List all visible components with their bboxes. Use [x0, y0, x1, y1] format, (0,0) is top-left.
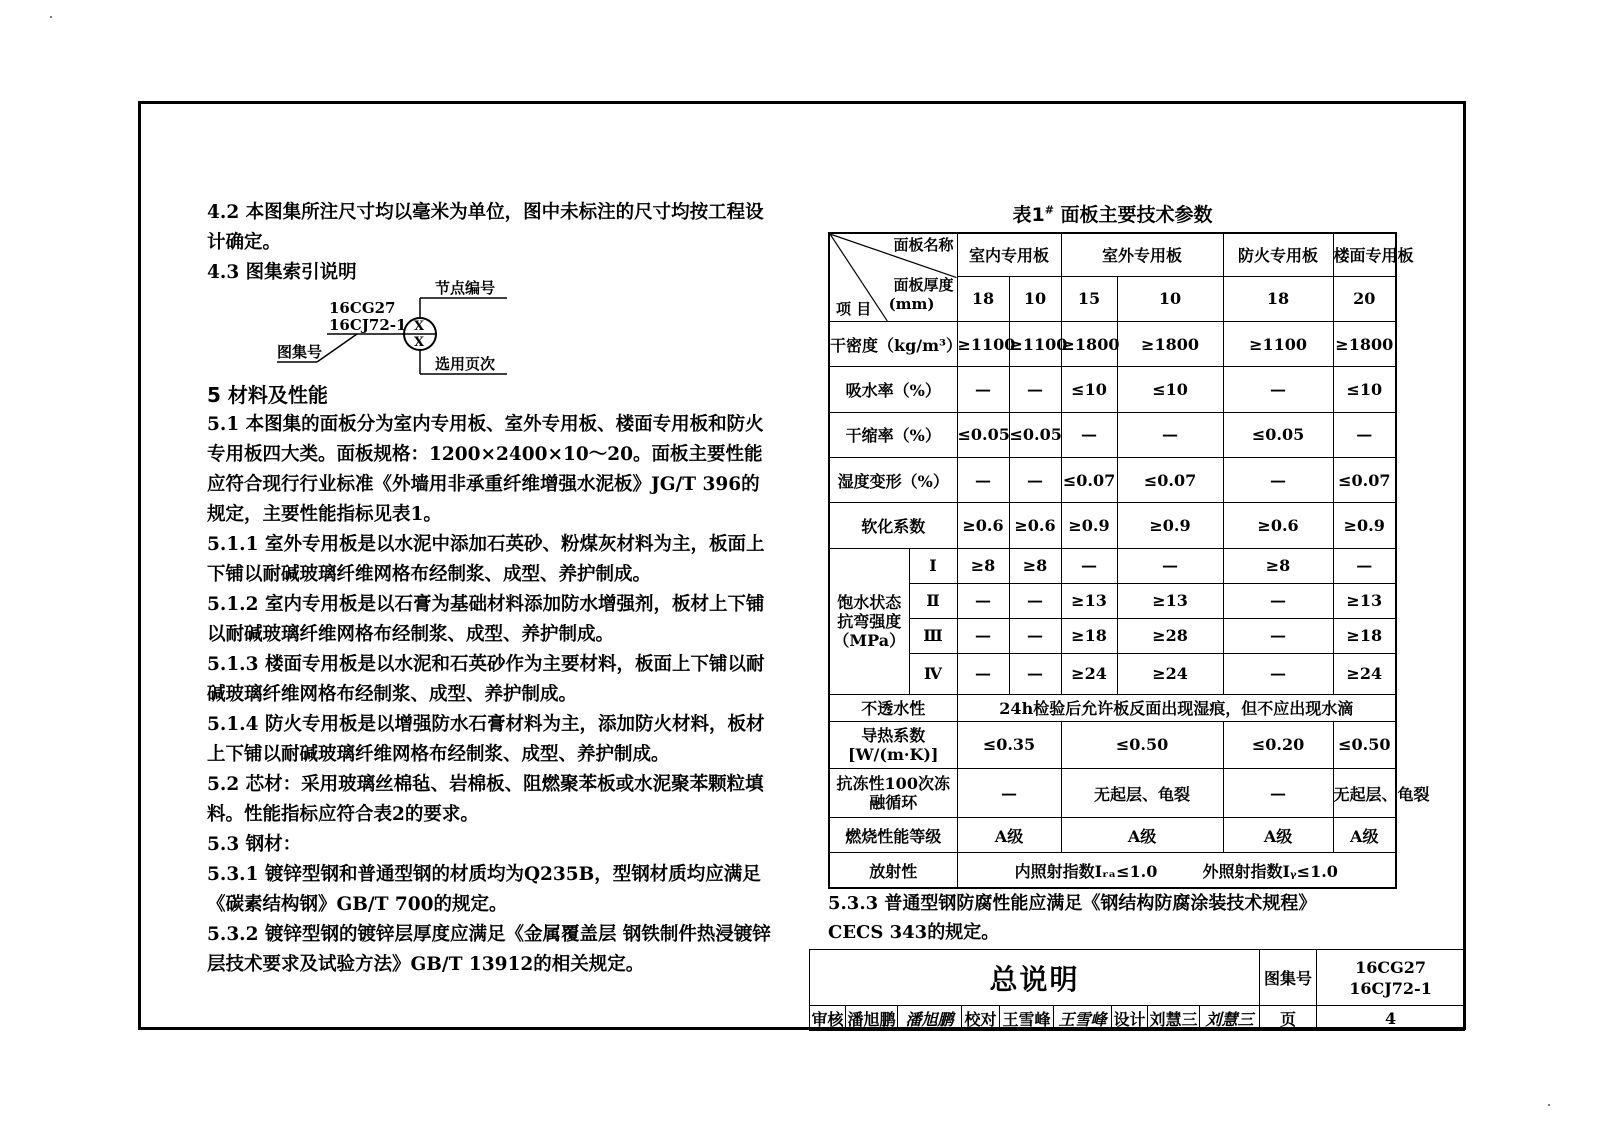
para-5-1-1: 5.1.1 室外专用板是以水泥中添加石英砂、粉煤灰材料为主，板面上下铺以耐碱玻璃纤维网格布经制浆、成型、养护制成。 [207, 534, 765, 585]
row-thermal-conductivity [829, 721, 1396, 768]
value-cell: — [1223, 768, 1333, 817]
index-diagram [207, 279, 777, 380]
header-diagonal-cell [829, 233, 957, 322]
thick-cell: 20 [1333, 276, 1396, 321]
checker-name: 王雪峰 [1000, 1006, 1054, 1031]
row-label: 抗冻性100次冻融循环 [829, 768, 957, 817]
col-floor: 楼面专用板 [1333, 233, 1396, 276]
value-cell: — [1061, 412, 1117, 457]
row-bend-i [829, 548, 1396, 583]
value-cell: 无起层、龟裂 [1333, 768, 1396, 817]
row-combustion [829, 818, 1396, 853]
value-cell: — [1009, 458, 1061, 503]
para-5-2: 5.2 芯材：采用玻璃丝棉毡、岩棉板、阻燃聚苯板或水泥聚苯颗粒填料。性能指标应符合表2的要求。 [207, 774, 764, 825]
value-cell: — [957, 583, 1009, 618]
atlas-no-label: 图集号 [1260, 950, 1317, 1006]
atlas-no-2: 16CJ72-1 [1349, 978, 1432, 998]
row-label: 导热系数[W/(m·K)] [829, 721, 957, 768]
value-cell: ≤0.50 [1061, 721, 1223, 768]
designer-signature: 刘慧三 [1200, 1006, 1260, 1031]
page-label: 页 [1260, 1006, 1317, 1031]
hdr-panel-name: 面板名称 [893, 236, 954, 254]
value-cell: — [957, 653, 1009, 694]
para-5-1-3: 5.1.3 楼面专用板是以水泥和石英砂作为主要材料，板面上下铺以耐碱玻璃纤维网格布经制浆、成型、养护制成。 [207, 654, 765, 705]
reviewer-signature: 潘旭鹏 [898, 1006, 962, 1031]
value-cell: ≥8 [1009, 548, 1061, 583]
scan-speck [1548, 1104, 1550, 1106]
row-moisture-deformation [829, 458, 1396, 503]
para-5-3-2: 5.3.2 镀锌型钢的镀锌层厚度应满足《金属覆盖层 钢铁制件热浸镀锌层技术要求及试验方法》GB/T 13912的相关规定。 [207, 924, 771, 975]
value-cell: A级 [1333, 818, 1396, 853]
parameters-table [828, 232, 1430, 889]
node-label: 节点编号 [435, 279, 496, 297]
thick-cell: 10 [1009, 276, 1061, 321]
external-index: 外照射指数Iᵧ≤1.0 [1202, 861, 1338, 881]
row-bend-ii [829, 583, 1396, 618]
atlas-no-1: 16CG27 [1355, 957, 1426, 977]
hdr-item: 项 目 [836, 300, 872, 318]
thick-cell: 10 [1117, 276, 1223, 321]
para-5-1-4: 5.1.4 防火专用板是以增强防水石膏材料为主，添加防火材料，板材上下铺以耐碱玻璃纤维网格布经制浆、成型、养护制成。 [207, 714, 765, 765]
note-5-3-3 [828, 889, 1428, 947]
row-bend-iv [829, 653, 1396, 694]
row-softening [829, 503, 1396, 548]
para-4-3: 4.3 图集索引说明 [207, 262, 357, 283]
reviewer-name: 潘旭鹏 [846, 1006, 898, 1031]
para-4-2: 4.2 本图集所注尺寸均以毫米为单位，图中未标注的尺寸均按工程设计确定。 [207, 202, 764, 253]
grade-cell: Ⅳ [909, 653, 957, 694]
title-block [809, 949, 1465, 1031]
value-cell: — [1223, 583, 1333, 618]
value-cell: ≤0.07 [1333, 458, 1396, 503]
value-cell: — [1009, 653, 1061, 694]
grade-cell: Ⅰ [909, 548, 957, 583]
left-column [207, 198, 777, 980]
value-cell: ≥0.6 [1009, 503, 1061, 548]
checker-signature: 王雪峰 [1054, 1006, 1112, 1031]
value-cell: — [1009, 367, 1061, 412]
value-cell: ≥18 [1333, 618, 1396, 653]
page-number: 4 [1317, 1006, 1465, 1031]
row-impermeability [829, 694, 1396, 721]
value-cell: ≤0.50 [1333, 721, 1396, 768]
row-label: 湿度变形（%） [829, 458, 957, 503]
design-label: 设计 [1112, 1006, 1148, 1031]
atlas-code-1: 16CG27 [329, 299, 396, 317]
grade-cell: Ⅲ [909, 618, 957, 653]
para-5-3: 5.3 钢材： [207, 834, 302, 855]
value-cell: A级 [1061, 818, 1223, 853]
thick-cell: 15 [1061, 276, 1117, 321]
value-cell: ≥1100 [1009, 322, 1061, 367]
value-cell: ≥0.9 [1117, 503, 1223, 548]
col-outdoor: 室外专用板 [1061, 233, 1223, 276]
radioactivity-value [957, 853, 1396, 888]
note-line-1: 5.3.3 普通型钢防腐性能应满足《钢结构防腐涂装技术规程》 [828, 893, 1317, 914]
value-cell: ≤0.20 [1223, 721, 1333, 768]
value-cell: ≥0.9 [1061, 503, 1117, 548]
value-cell: — [1061, 548, 1117, 583]
value-cell: ≥1800 [1333, 322, 1396, 367]
hdr-panel-thickness: 面板厚度 [893, 276, 954, 294]
value-cell: ≥8 [957, 548, 1009, 583]
value-cell: — [957, 768, 1061, 817]
table-title-num: 表1 [1012, 204, 1045, 226]
row-label: 软化系数 [829, 503, 957, 548]
thick-cell: 18 [1223, 276, 1333, 321]
value-cell: — [1223, 458, 1333, 503]
row-frost-resistance [829, 768, 1396, 817]
row-dry-shrinkage [829, 412, 1396, 457]
circle-bottom-x: X [414, 335, 425, 350]
value-cell: ≤10 [1061, 367, 1117, 412]
value-cell: — [1009, 618, 1061, 653]
value-cell: A级 [1223, 818, 1333, 853]
table-title-text: 面板主要技术参数 [1053, 204, 1213, 226]
value-cell: ≥8 [1223, 548, 1333, 583]
atlas-label: 图集号 [277, 343, 323, 361]
value-cell: ≤0.35 [957, 721, 1061, 768]
value-cell: ≥13 [1061, 583, 1117, 618]
value-cell: — [1009, 583, 1061, 618]
check-label: 校对 [962, 1006, 1000, 1031]
para-5-3-1: 5.3.1 镀锌型钢和普通型钢的材质均为Q235B，型钢材质均应满足《碳素结构钢》GB/T 700的规定。 [207, 864, 761, 915]
value-cell: 无起层、龟裂 [1061, 768, 1223, 817]
row-label: 干密度（kg/m³） [829, 322, 957, 367]
value-cell: ≥1100 [957, 322, 1009, 367]
drawing-title: 总说明 [810, 950, 1260, 1006]
atlas-no-values [1317, 950, 1465, 1006]
row-label: 燃烧性能等级 [829, 818, 957, 853]
scan-speck [50, 16, 52, 18]
row-water-absorption [829, 367, 1396, 412]
value-cell: ≥24 [1333, 653, 1396, 694]
value-cell: ≤0.07 [1117, 458, 1223, 503]
value-cell: — [1223, 618, 1333, 653]
value-cell: ≤10 [1333, 367, 1396, 412]
value-cell: — [957, 367, 1009, 412]
page-label: 选用页次 [435, 355, 496, 373]
value-cell: ≥0.9 [1333, 503, 1396, 548]
para-5-1: 5.1 本图集的面板分为室内专用板、室外专用板、楼面专用板和防火专用板四大类。面板规格：1200×2400×10～20。面板主要性能应符合现行行业标准《外墙用非承重纤维增强水泥板》JG/T 396的规定，主要性能指标见表1。 [207, 414, 764, 525]
value-cell: ≥24 [1117, 653, 1223, 694]
value-cell: — [1117, 548, 1223, 583]
value-cell: ≥0.6 [1223, 503, 1333, 548]
designer-name: 刘慧三 [1148, 1006, 1200, 1031]
atlas-code-2: 16CJ72-1 [329, 316, 407, 334]
value-cell: — [1333, 412, 1396, 457]
value-cell: — [957, 618, 1009, 653]
para-5-1-2: 5.1.2 室内专用板是以石膏为基础材料添加防水增强剂，板材上下铺以耐碱玻璃纤维网格布经制浆、成型、养护制成。 [207, 594, 765, 645]
row-bend-iii [829, 618, 1396, 653]
value-cell: ≥13 [1117, 583, 1223, 618]
row-label: 干缩率（%） [829, 412, 957, 457]
col-fireproof: 防火专用板 [1223, 233, 1333, 276]
hdr-mm: (mm) [888, 295, 935, 313]
value-cell: ≥0.6 [957, 503, 1009, 548]
review-label: 审核 [810, 1006, 846, 1031]
value-cell: 24h检验后允许板反面出现湿痕，但不应出现水滴 [957, 694, 1396, 721]
grade-cell: Ⅱ [909, 583, 957, 618]
internal-index: 内照射指数Iᵣₐ≤1.0 [1014, 861, 1158, 881]
value-cell: ≥28 [1117, 618, 1223, 653]
row-dry-density [829, 322, 1396, 367]
value-cell: — [1223, 367, 1333, 412]
row-label: 放射性 [829, 853, 957, 888]
note-line-2: CECS 343的规定。 [828, 922, 1000, 943]
thick-cell: 18 [957, 276, 1009, 321]
value-cell: ≥1800 [1117, 322, 1223, 367]
value-cell: ≤0.07 [1061, 458, 1117, 503]
table-header-row [829, 233, 1396, 276]
value-cell: — [1333, 548, 1396, 583]
value-cell: ≤0.05 [1223, 412, 1333, 457]
table-title-sup: # [1044, 203, 1054, 217]
table-title [828, 200, 1397, 227]
bend-strength-label: 饱水状态抗弯强度（MPa） [829, 548, 909, 694]
value-cell: ≤10 [1117, 367, 1223, 412]
value-cell: ≤0.05 [1009, 412, 1061, 457]
row-radioactivity [829, 853, 1396, 888]
value-cell: — [957, 458, 1009, 503]
col-indoor: 室内专用板 [957, 233, 1061, 276]
value-cell: ≤0.05 [957, 412, 1009, 457]
value-cell: ≥18 [1061, 618, 1117, 653]
atlas-leader [317, 334, 357, 362]
value-cell: ≥1800 [1061, 322, 1117, 367]
value-cell: — [1117, 412, 1223, 457]
value-cell: A级 [957, 818, 1061, 853]
row-label: 吸水率（%） [829, 367, 957, 412]
value-cell: ≥1100 [1223, 322, 1333, 367]
value-cell: ≥24 [1061, 653, 1117, 694]
section-5-heading: 5 材料及性能 [207, 383, 328, 407]
circle-top-x: X [414, 319, 425, 334]
row-label: 不透水性 [829, 694, 957, 721]
value-cell: — [1223, 653, 1333, 694]
value-cell: ≥13 [1333, 583, 1396, 618]
